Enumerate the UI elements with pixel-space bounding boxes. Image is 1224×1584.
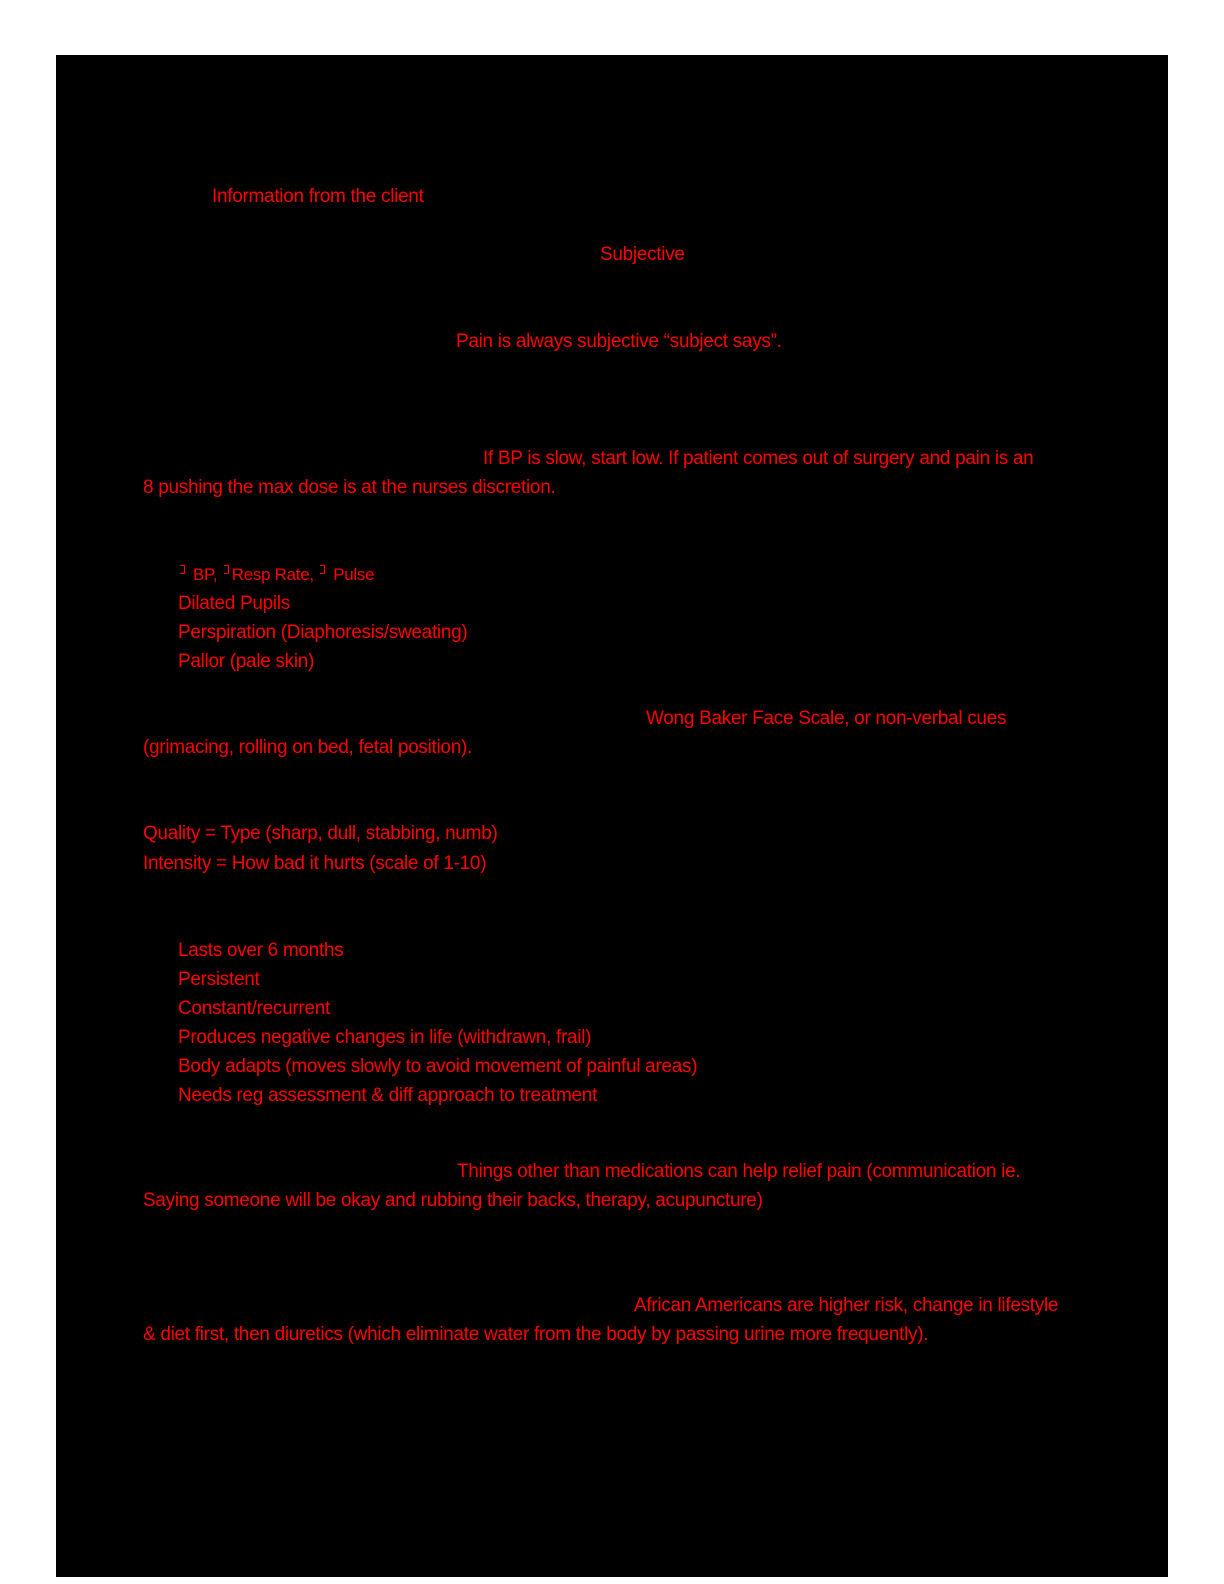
chronic-item: Lasts over 6 months (178, 940, 344, 961)
info-from-client-text: Information from the client (212, 186, 424, 207)
up-arrow-icon (320, 565, 325, 574)
bp-text-line2: 8 pushing the max dose is at the nurses discretion. (143, 477, 556, 498)
quality-text: Quality = Type (sharp, dull, stabbing, numb) (143, 823, 498, 844)
subjective-text: Subjective (600, 244, 685, 265)
chronic-item: Body adapts (moves slowly to avoid movement of painful areas) (178, 1056, 698, 1077)
hypertension-text-line1: African Americans are higher risk, change in lifestyle (634, 1295, 1059, 1316)
sign-dilated-pupils: Dilated Pupils (178, 593, 290, 614)
up-arrow-icon (224, 565, 229, 574)
hypertension-text-line2: & diet first, then diuretics (which eliminate water from the body by passing urine more frequently). (143, 1324, 929, 1345)
chronic-item: Constant/recurrent (178, 998, 330, 1019)
vitals-line (178, 560, 374, 589)
intensity-text: Intensity = How bad it hurts (scale of 1-10) (143, 853, 487, 874)
sign-perspiration: Perspiration (Diaphoresis/sweating) (178, 622, 468, 643)
sign-pallor: Pallor (pale skin) (178, 651, 315, 672)
bp-text-line1: If BP is slow, start low. If patient comes out of surgery and pain is an (483, 448, 1034, 469)
vital-resp-rate: Resp Rate, (231, 565, 314, 584)
pain-subjective-text: Pain is always subjective “subject says”. (456, 331, 782, 352)
chronic-item: Produces negative changes in life (withdrawn, frail) (178, 1027, 592, 1048)
non-med-text-line1: Things other than medications can help relief pain (communication ie. (457, 1161, 1021, 1182)
non-med-text-line2: Saying someone will be okay and rubbing their backs, therapy, acupuncture) (143, 1190, 763, 1211)
scale-text-line2: (grimacing, rolling on bed, fetal position). (143, 737, 472, 758)
vital-pulse: Pulse (333, 565, 375, 584)
scale-text-line1: Wong Baker Face Scale, or non-verbal cues (646, 708, 1007, 729)
chronic-item: Needs reg assessment & diff approach to treatment (178, 1085, 598, 1106)
chronic-item: Persistent (178, 969, 260, 990)
up-arrow-icon (180, 565, 185, 574)
vital-bp: BP, (193, 565, 218, 584)
